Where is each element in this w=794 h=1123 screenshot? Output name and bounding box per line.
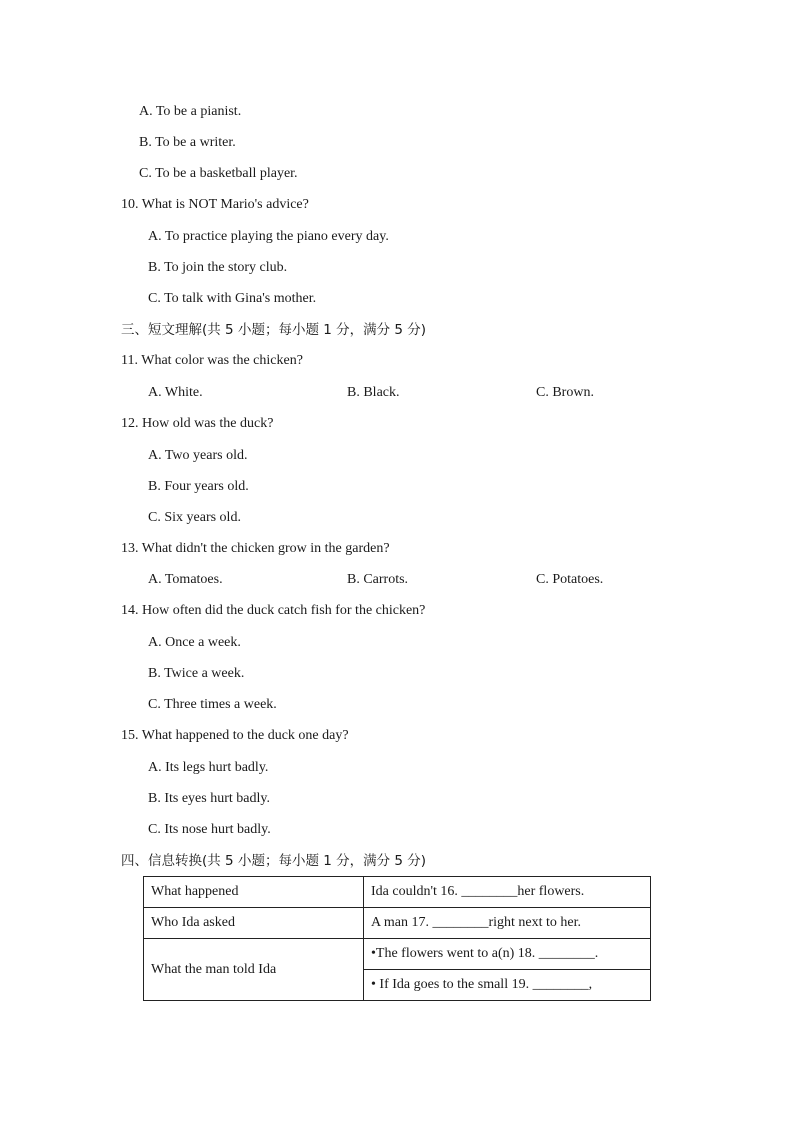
- q11-option-b: B. Black.: [347, 385, 400, 400]
- section4-title: 四、信息转换(共 5 小题；每小题 1 分，满分 5 分): [121, 853, 427, 869]
- q15-option-c: C. Its nose hurt badly.: [148, 822, 271, 837]
- row3-text-a: •The flowers went to a(n) 18. ________.: [364, 939, 651, 970]
- row3-label: What the man told Ida: [144, 939, 364, 1001]
- q15-option-a: A. Its legs hurt badly.: [148, 760, 269, 775]
- q13-option-c: C. Potatoes.: [536, 572, 604, 587]
- info-transfer-table: [143, 876, 651, 1001]
- q13-question: 13. What didn't the chicken grow in the garden?: [121, 541, 390, 556]
- q13-option-a: A. Tomatoes.: [148, 572, 223, 587]
- table-row: [144, 908, 651, 939]
- q14-question: 14. How often did the duck catch fish for the chicken?: [121, 603, 426, 618]
- q9-option-b: B. To be a writer.: [139, 135, 236, 150]
- q14-option-a: A. Once a week.: [148, 635, 241, 650]
- q11-option-a: A. White.: [148, 385, 203, 400]
- q11-question: 11. What color was the chicken?: [121, 353, 303, 368]
- q12-option-a: A. Two years old.: [148, 448, 248, 463]
- q15-question: 15. What happened to the duck one day?: [121, 728, 349, 743]
- q9-option-c: C. To be a basketball player.: [139, 166, 298, 181]
- q12-option-c: C. Six years old.: [148, 510, 241, 525]
- q14-option-b: B. Twice a week.: [148, 666, 245, 681]
- q11-option-c: C. Brown.: [536, 385, 594, 400]
- table-row: [144, 877, 651, 908]
- table-row: [144, 939, 651, 970]
- q12-question: 12. How old was the duck?: [121, 416, 274, 431]
- q13-option-b: B. Carrots.: [347, 572, 409, 587]
- q14-option-c: C. Three times a week.: [148, 697, 277, 712]
- q12-option-b: B. Four years old.: [148, 479, 249, 494]
- row3-text-b: • If Ida goes to the small 19. ________,: [364, 970, 651, 1001]
- q9-option-a: A. To be a pianist.: [139, 104, 242, 119]
- q10-option-b: B. To join the story club.: [148, 260, 288, 275]
- q10-question: 10. What is NOT Mario's advice?: [121, 197, 309, 212]
- row1-label: What happened: [144, 877, 364, 908]
- row1-text: Ida couldn't 16. ________her flowers.: [364, 877, 651, 908]
- row2-label: Who Ida asked: [144, 908, 364, 939]
- row2-text: A man 17. ________right next to her.: [364, 908, 651, 939]
- q10-option-c: C. To talk with Gina's mother.: [148, 291, 317, 306]
- q15-option-b: B. Its eyes hurt badly.: [148, 791, 270, 806]
- section3-title: 三、短文理解(共 5 小题；每小题 1 分，满分 5 分): [121, 322, 427, 338]
- q10-option-a: A. To practice playing the piano every day.: [148, 229, 389, 244]
